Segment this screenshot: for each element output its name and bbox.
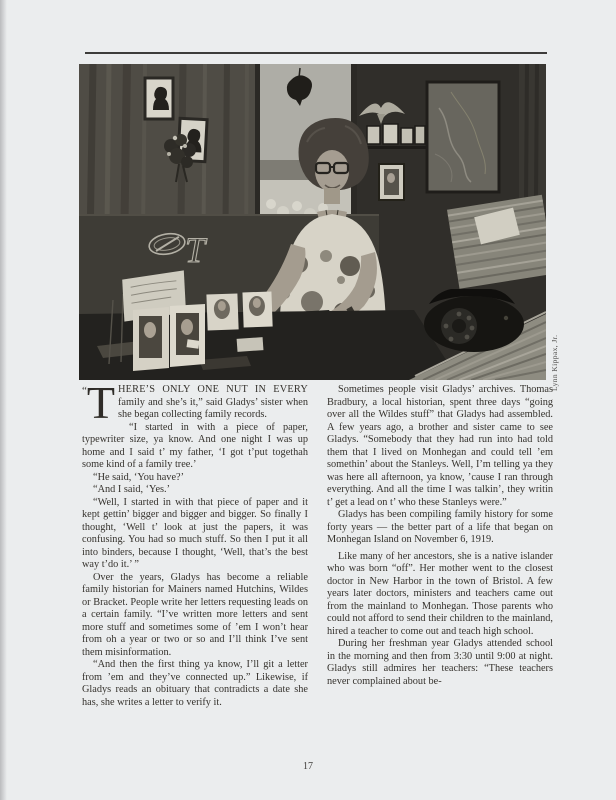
photo-credit: Lynn Kippax, Jr. — [550, 334, 559, 391]
article-column-right — [327, 384, 553, 688]
opening-caps: HERE’S ONLY ONE NUT IN EVERY — [118, 384, 308, 395]
paragraph: During her freshman year Gladys attended school in the morning and then from 3:30 until 9:00 at night. Gladys still admires her teachers: “These teachers never complained about be- — [327, 638, 553, 687]
rotary-telephone — [424, 289, 524, 352]
paragraph: Gladys has been compiling family history for some forty years — the better part of a life that began on Monhegan Island on November 6, 1919. — [327, 509, 553, 545]
article-photograph — [79, 64, 546, 380]
paragraph: Sometimes people visit Gladys’ archives. Thomas Bradbury, a local historian, spent three days “going over all the Wildes stuff” that Gladys had assembled. A few years ago, a brother and sister came to see Gladys. “Somebody that they had run into had told them that I lived on Monhegan and could tell ’em somethin’ about the Stanleys. Well, I’m telling ya they was here all afternoon, ya know, ’cause I ran through everything. And all the time I was talkin’, they writin t’ get a lead on t’ who these Stanleys were.” — [327, 384, 553, 508]
article-column-left — [82, 377, 308, 709]
page-number: 17 — [303, 761, 313, 772]
paragraph: Like many of her ancestors, she is a native islander who was born “off”. Her mother went to the closest doctor in New Harbor in the town of Bristol. A few years later doctors, ministers and teachers came out from the mainland to Monhegan. Those parents who could not afford to send their children to the mainland, hired a teacher to come out and teach high school. — [327, 550, 553, 637]
photo-scene — [79, 64, 546, 380]
neck — [324, 188, 340, 204]
drop-cap: “T — [82, 377, 115, 428]
opening-rest: family and she’s it,” said Gladys’ sister when she began collecting family records. — [118, 396, 308, 420]
paragraph: “And then the first thing ya know, I’ll git a letter from ’em and they’ve connected up.” Likewise, if Gladys reads an obituary that contradicts a date she has, she writes a letter to verify it. — [82, 659, 308, 708]
silhouette-frame-1 — [145, 78, 173, 119]
letter-t-emblem: T — [185, 230, 206, 270]
paragraph: “He said, ‘You have?’ — [93, 471, 185, 483]
opening-quote-mark: “ — [82, 385, 87, 397]
wall-map — [427, 82, 499, 192]
paper-stack-upper — [447, 195, 546, 289]
scan-edge-shadow — [0, 0, 7, 800]
paragraph: “Well, I started in with that piece of paper and it kept gettin’ bigger and bigger and bigger. So finally I thought, ‘Well t’ look at just the papers, it was confusing. You had so much stuff. So then I put it all into binders, because I thought, ‘Well, that’s the best way t’do it.’ ” — [82, 496, 308, 570]
face — [315, 150, 349, 192]
top-rule — [85, 52, 547, 54]
framed-portrait — [379, 164, 404, 200]
paragraph: “And I said, ‘Yes.’ — [93, 484, 171, 495]
opening-paragraph — [82, 377, 308, 428]
paragraph: Over the years, Gladys has become a reliable family historian for Mainers named Hutchins, Wildes or Bracket. People write her letters requesting leads on a certain family. “I’ve written more letters and sent more stuff and sometimes some of ’em I won’t hear from oh a year or two or so and I’ll think I’ve sent them misinformation. — [82, 571, 308, 658]
paragraph: “I started in with a piece of paper, typewriter size, ya know. And one night I was up home and I said t’ my father, ‘I got t’put togethah some kind of a family tree.’ — [82, 421, 308, 470]
